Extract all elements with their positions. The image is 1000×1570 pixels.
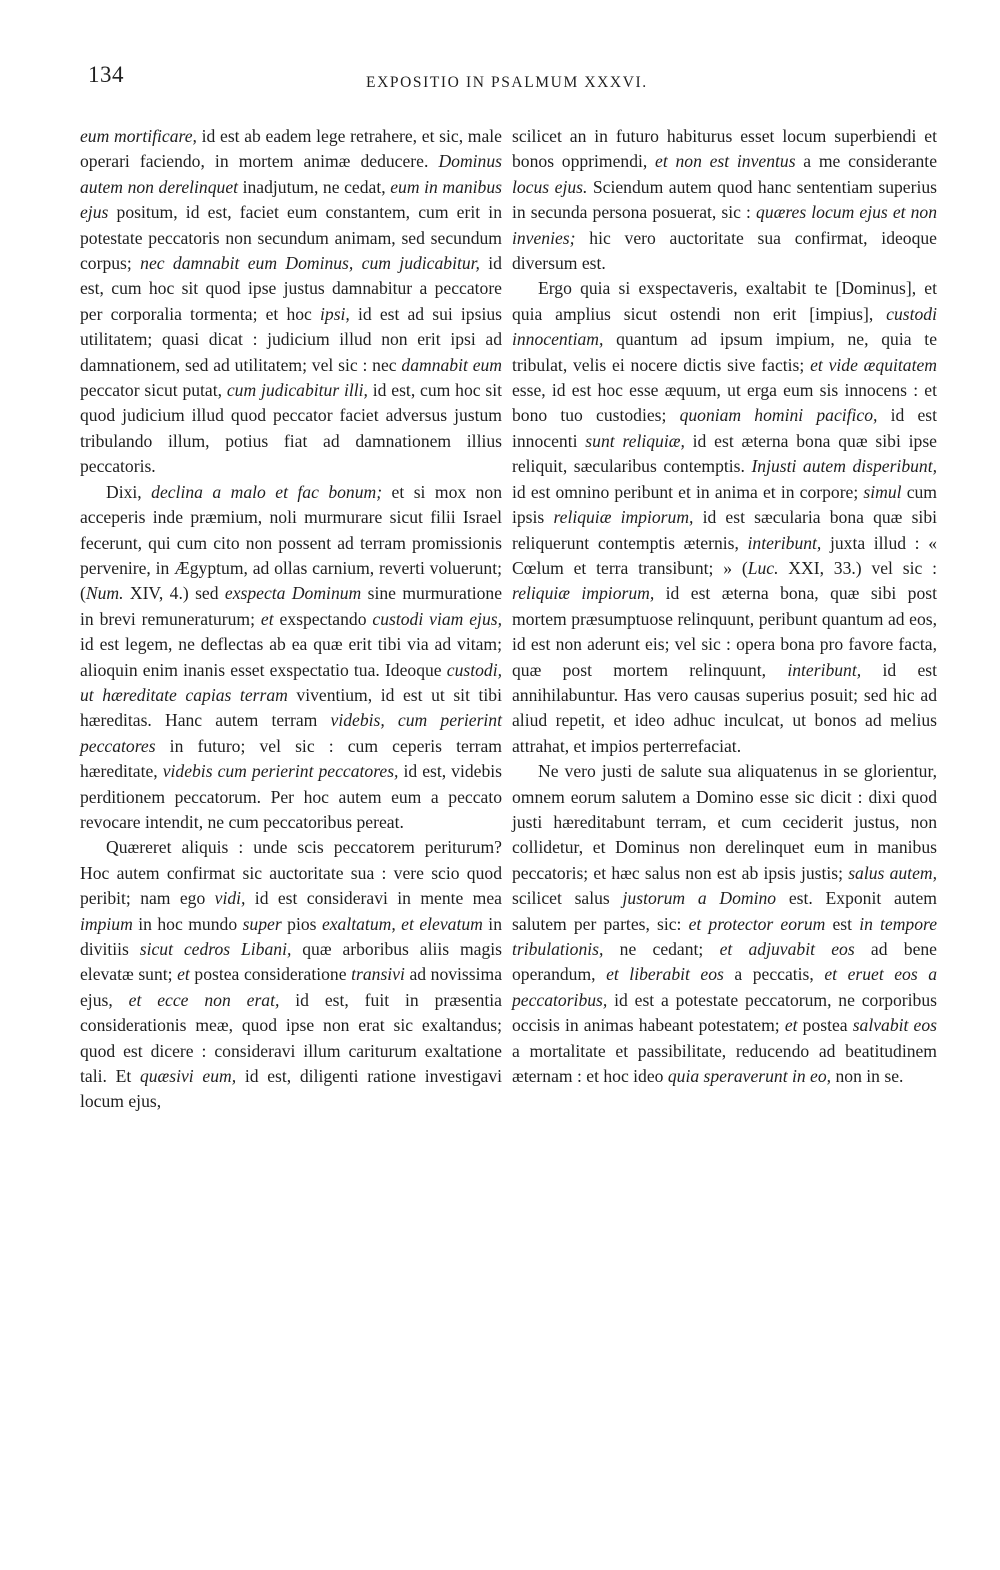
text-run: pios: [281, 913, 322, 934]
italic-run: sunt reliquiæ,: [585, 430, 685, 451]
italic-run: videbis cum perierint peccatores,: [162, 761, 399, 782]
text-run: hic vero auctoritate sua confirmat, ideoque diversum est.: [512, 227, 937, 274]
italic-run: nec damnabit eum Dominus, cum judicabitur,: [140, 253, 480, 274]
text-run: ne cedant;: [603, 939, 720, 959]
italic-run: justorum a Domino: [622, 888, 777, 909]
text-run: id est, diligenti ratione investigavi locum ejus,: [80, 1066, 502, 1112]
italic-run: et: [260, 608, 274, 629]
text-run: id est legem, ne deflectas ab ea quæ erit tibi via ad vitam; alioquin enim inanis esset exspectatio tua. Ideoque: [80, 634, 502, 680]
text-run: postea consideratione: [189, 964, 352, 985]
text-run: id est, fuit in præsentia considerationis meæ, quod ipse non erat sic exaltandus; quod est dicere : consideravi illum cariturum exaltatione tali. Et: [80, 989, 502, 1087]
italic-run: et protector eorum: [688, 913, 826, 934]
text-run: esse, id est hoc esse æquum, ut erga eum sis innocens : et bono tuo custodies;: [512, 380, 937, 426]
text-run: Dixi,: [106, 481, 152, 502]
italic-run: damnabit eum: [401, 354, 502, 375]
italic-run: Num.: [85, 583, 124, 604]
text-run: sine murmuratione in brevi remuneraturum;: [80, 583, 503, 629]
text-run: id est consideravi in mente mea: [245, 888, 502, 909]
text-run: non in se.: [831, 1066, 904, 1087]
text-run: positum, id est, faciet eum constantem, cum erit in potestate peccatoris non secundum animam, sed secundum corpus;: [80, 202, 502, 274]
italic-run: vidi,: [214, 888, 246, 909]
paragraph: [80, 480, 502, 836]
italic-run: impium: [80, 913, 133, 934]
italic-run: quæres locum ejus et non invenies;: [512, 202, 937, 248]
italic-run: transivi: [351, 964, 405, 985]
paragraph: [80, 835, 502, 1114]
paragraph: [512, 759, 937, 1089]
text-run: quantum ad ipsum impium, ne, quia te tribulat, velis ei nocere dictis sive factis;: [512, 329, 937, 375]
running-head: EXPOSITIO IN PSALMUM XXXVI.: [366, 74, 648, 91]
text-run: juxta illud : « Cœlum et terra transibunt; » (: [512, 532, 937, 578]
italic-run: et eruet eos a peccatoribus,: [512, 964, 938, 1010]
italic-run: custodi innocentiam,: [512, 303, 937, 350]
text-run: id est, cum hoc sit quod judicium illud quod peccator faciet adversus justum tribulando illum, potius fiat ad damnationem illius peccatoris.: [80, 380, 502, 477]
italic-run: salus autem,: [848, 862, 937, 883]
paragraph: [512, 124, 937, 276]
text-run: est: [825, 913, 860, 934]
text-run: id est sæcularia bona quæ sibi reliquerunt contemptis æternis,: [512, 507, 938, 553]
text-run: id est ad sui ipsius utilitatem; quasi dicat : judicium illud non erit ipsi ad damnationem, sed ad utilitatem; vel sic : nec: [80, 303, 502, 375]
italic-run: custodi viam ejus,: [372, 608, 502, 629]
italic-run: reliquiæ impiorum,: [553, 507, 694, 528]
text-run: et si mox non acceperis inde præmium, noli murmurare sicut filii Israel fecerunt, qui cum cito non possent ad terram promissionis pervenire, in Ægyptum, ad ollas carnium, reverti voluerunt; (: [80, 481, 503, 604]
text-run: exspectando: [273, 608, 373, 629]
italic-run: locus ejus.: [512, 176, 588, 197]
italic-run: et: [784, 1015, 798, 1036]
italic-run: sicut cedros Libani,: [139, 939, 292, 959]
text-run: in futuro; vel sic : cum ceperis terram hæreditate,: [80, 735, 502, 782]
text-run: XIV, 4.) sed: [123, 583, 225, 604]
italic-run: cum judicabitur illi,: [226, 380, 368, 401]
italic-run: quia speraverunt in eo,: [667, 1066, 832, 1087]
text-run: Sciendum autem quod hanc sententiam superius in secunda persona posuerat, sic :: [512, 176, 937, 223]
italic-run: Luc.: [747, 557, 779, 578]
italic-run: et adjuvabit eos: [719, 939, 855, 959]
italic-run: et non est inventus: [655, 151, 796, 172]
text-run: id est æterna bona quæ sibi ipse reliquit, sæcularibus contemptis.: [512, 430, 937, 477]
italic-run: custodi, ut hæreditate capias terram: [80, 659, 502, 705]
text-run: scilicet salus: [512, 888, 623, 909]
text-run: viventium, id est ut sit tibi hæreditas. Hanc autem terram: [80, 684, 502, 731]
italic-run: videbis, cum perierint peccatores: [80, 710, 502, 756]
italic-run: eum mortificare,: [80, 126, 197, 146]
page-number: 134: [88, 62, 124, 87]
text-run: id est innocenti: [512, 405, 938, 451]
paragraph: [512, 276, 937, 759]
italic-run: Injusti autem disperibunt,: [751, 456, 937, 477]
text-run: a me considerante: [795, 151, 938, 172]
italic-run: eum in manibus ejus: [80, 176, 502, 223]
text-run: id est ab eadem lege retrahere, et sic, male operari faciendo, in mortem animæ deducere.: [80, 126, 502, 172]
italic-run: quoniam homini pacifico,: [679, 405, 878, 426]
text-run: ad bene operandum,: [512, 939, 937, 985]
left-column: [80, 124, 502, 1115]
text-run: in divitiis: [80, 913, 502, 959]
text-run: postea: [797, 1015, 853, 1036]
italic-run: et vide æquitatem: [810, 354, 937, 375]
italic-run: exaltatum, et elevatum: [321, 913, 483, 934]
italic-run: declina a malo et fac bonum;: [151, 481, 383, 502]
italic-run: interibunt,: [787, 659, 862, 680]
text-run: a mortalitate et passibilitate, reducendo ad beatitudinem æternam : et hoc ideo: [512, 1040, 937, 1087]
text-run: Ergo quia si exspectaveris, exaltabit te [Dominus], et quia amplius sicut ostendi non erit [impius],: [512, 278, 937, 324]
text-run: peccator sicut putat,: [80, 380, 227, 401]
italic-run: interibunt,: [747, 532, 822, 553]
text-run: id est, cum hoc sit quod ipse justus damnabitur a peccatore per corporalia tormenta; et hoc: [80, 253, 502, 324]
text-run: Ne vero justi de salute sua aliquatenus in se glorientur, omnem eorum salutem a Domino esse sic dicit : dixi quod justi hæreditabunt terram, et cum ceciderit justus, non collidetur, et Dominus non derelinquet eum in manibus peccatoris; et hæc salus non est ab ipsis justis;: [512, 761, 937, 883]
italic-run: et ecce non erat,: [128, 989, 280, 1010]
right-column: [512, 124, 937, 1089]
italic-run: salvabit eos: [852, 1015, 937, 1036]
text-run: cum ipsis: [512, 481, 937, 528]
italic-run: quæsivi eum,: [139, 1066, 237, 1087]
text-run: XXI, 33.) vel sic :: [778, 557, 937, 578]
italic-run: super: [242, 913, 282, 934]
text-run: a peccatis,: [723, 964, 825, 985]
text-run: id est a potestate peccatorum, ne corporibus occisis in animas habeant potestatem;: [512, 989, 937, 1036]
italic-run: in tempore tribulationis,: [512, 913, 938, 959]
italic-run: exspecta Dominum: [224, 583, 362, 604]
text-run: id est omnino peribunt et in anima et in corpore;: [512, 481, 864, 502]
text-run: in hoc mundo: [132, 913, 243, 934]
italic-run: reliquiæ impiorum,: [512, 583, 655, 604]
text-run: ad novissima ejus,: [80, 964, 502, 1010]
text-run: inadjutum, ne cedat,: [238, 176, 391, 197]
text-run: quæ arboribus aliis magis elevatæ sunt;: [80, 939, 502, 985]
italic-run: ipsi,: [320, 303, 350, 324]
text-run: id est, videbis perditionem peccatorum. Per hoc autem eum a peccato revocare intendit, ne cum peccatoribus pereat.: [80, 761, 502, 832]
text-run: id est annihilabuntur. Has vero causas superius posuit; sed hic ad aliud repetit, et ideo adhuc inculcat, ut bonos ad melius attrahat, et impios perterrefaciat.: [512, 659, 937, 756]
text-run: scilicet an in futuro habiturus esset locum superbiendi et bonos opprimendi,: [512, 126, 937, 172]
italic-run: et: [177, 964, 190, 985]
italic-run: simul: [863, 481, 902, 502]
text-run: Quæreret aliquis : unde scis peccatorem periturum? Hoc autem confirmat sic auctoritate sua : vere scio quod peribit; nam ego: [80, 837, 502, 909]
italic-run: Dominus autem non derelinquet: [80, 151, 502, 197]
paragraph: [80, 124, 502, 480]
text-run: est. Exponit autem salutem per partes, sic:: [512, 888, 937, 934]
text-run: id est æterna bona, quæ sibi post mortem præsumptuose relinquunt, peribunt quantum ad eos, id est non aderunt eis; vel sic : opera bona pro favore facta, quæ post mortem relinquunt,: [512, 583, 938, 680]
italic-run: et liberabit eos: [606, 964, 724, 985]
